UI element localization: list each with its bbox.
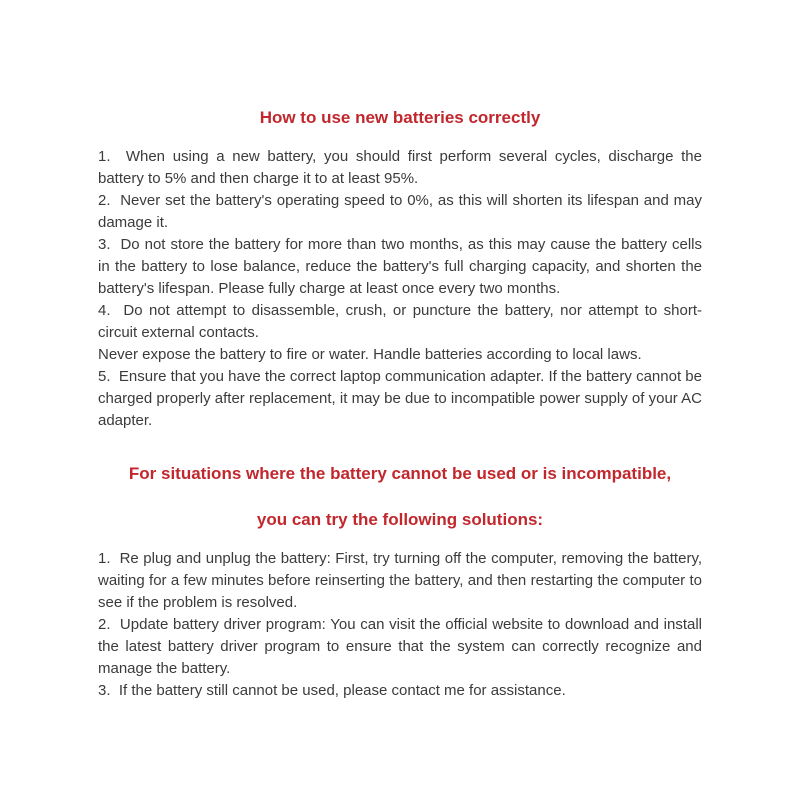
section1-paragraph-3: 3. Do not store the battery for more than two months, as this may cause the battery cells in the battery to lose balance, reduce the battery's full charging capacity, and shorten the battery's lifespan. Please fully charge at least once every two months. bbox=[98, 236, 707, 297]
section1-title: How to use new batteries correctly bbox=[259, 108, 541, 127]
section2-paragraph-3: 3. If the battery still cannot be used, please contact me for assistance. bbox=[98, 682, 566, 699]
section1-paragraph-6: 5. Ensure that you have the correct laptop communication adapter. If the battery cannot be charged properly after replacement, it may be due to incompatible power supply of your AC adapter. bbox=[98, 368, 707, 429]
section1-body bbox=[98, 146, 707, 432]
section1-paragraph-5: Never expose the battery to fire or water. Handle batteries according to local laws. bbox=[98, 346, 642, 363]
section2-title-line2: you can try the following solutions: bbox=[256, 510, 544, 529]
section1-paragraph-4: 4. Do not attempt to disassemble, crush, or puncture the battery, nor attempt to short-circuit external contacts. bbox=[98, 302, 702, 341]
section2-paragraph-1: 1. Re plug and unplug the battery: First, try turning off the computer, removing the battery, waiting for a few minutes before reinserting the battery, and then restarting the computer to see if the problem is resolved. bbox=[98, 550, 707, 611]
section1-paragraph-2: 2. Never set the battery's operating speed to 0%, as this will shorten its lifespan and may damage it. bbox=[98, 192, 707, 231]
section2-paragraph-2: 2. Update battery driver program: You can visit the official website to download and install the latest battery driver program to ensure that the system can correctly recognize and manage the battery. bbox=[98, 616, 707, 677]
section2-body bbox=[98, 548, 707, 702]
section2-title-line1: For situations where the battery cannot be used or is incompatible, bbox=[128, 464, 672, 483]
section1-paragraph-1: 1. When using a new battery, you should first perform several cycles, discharge the battery to 5% and then charge it to at least 95%. bbox=[98, 148, 707, 187]
